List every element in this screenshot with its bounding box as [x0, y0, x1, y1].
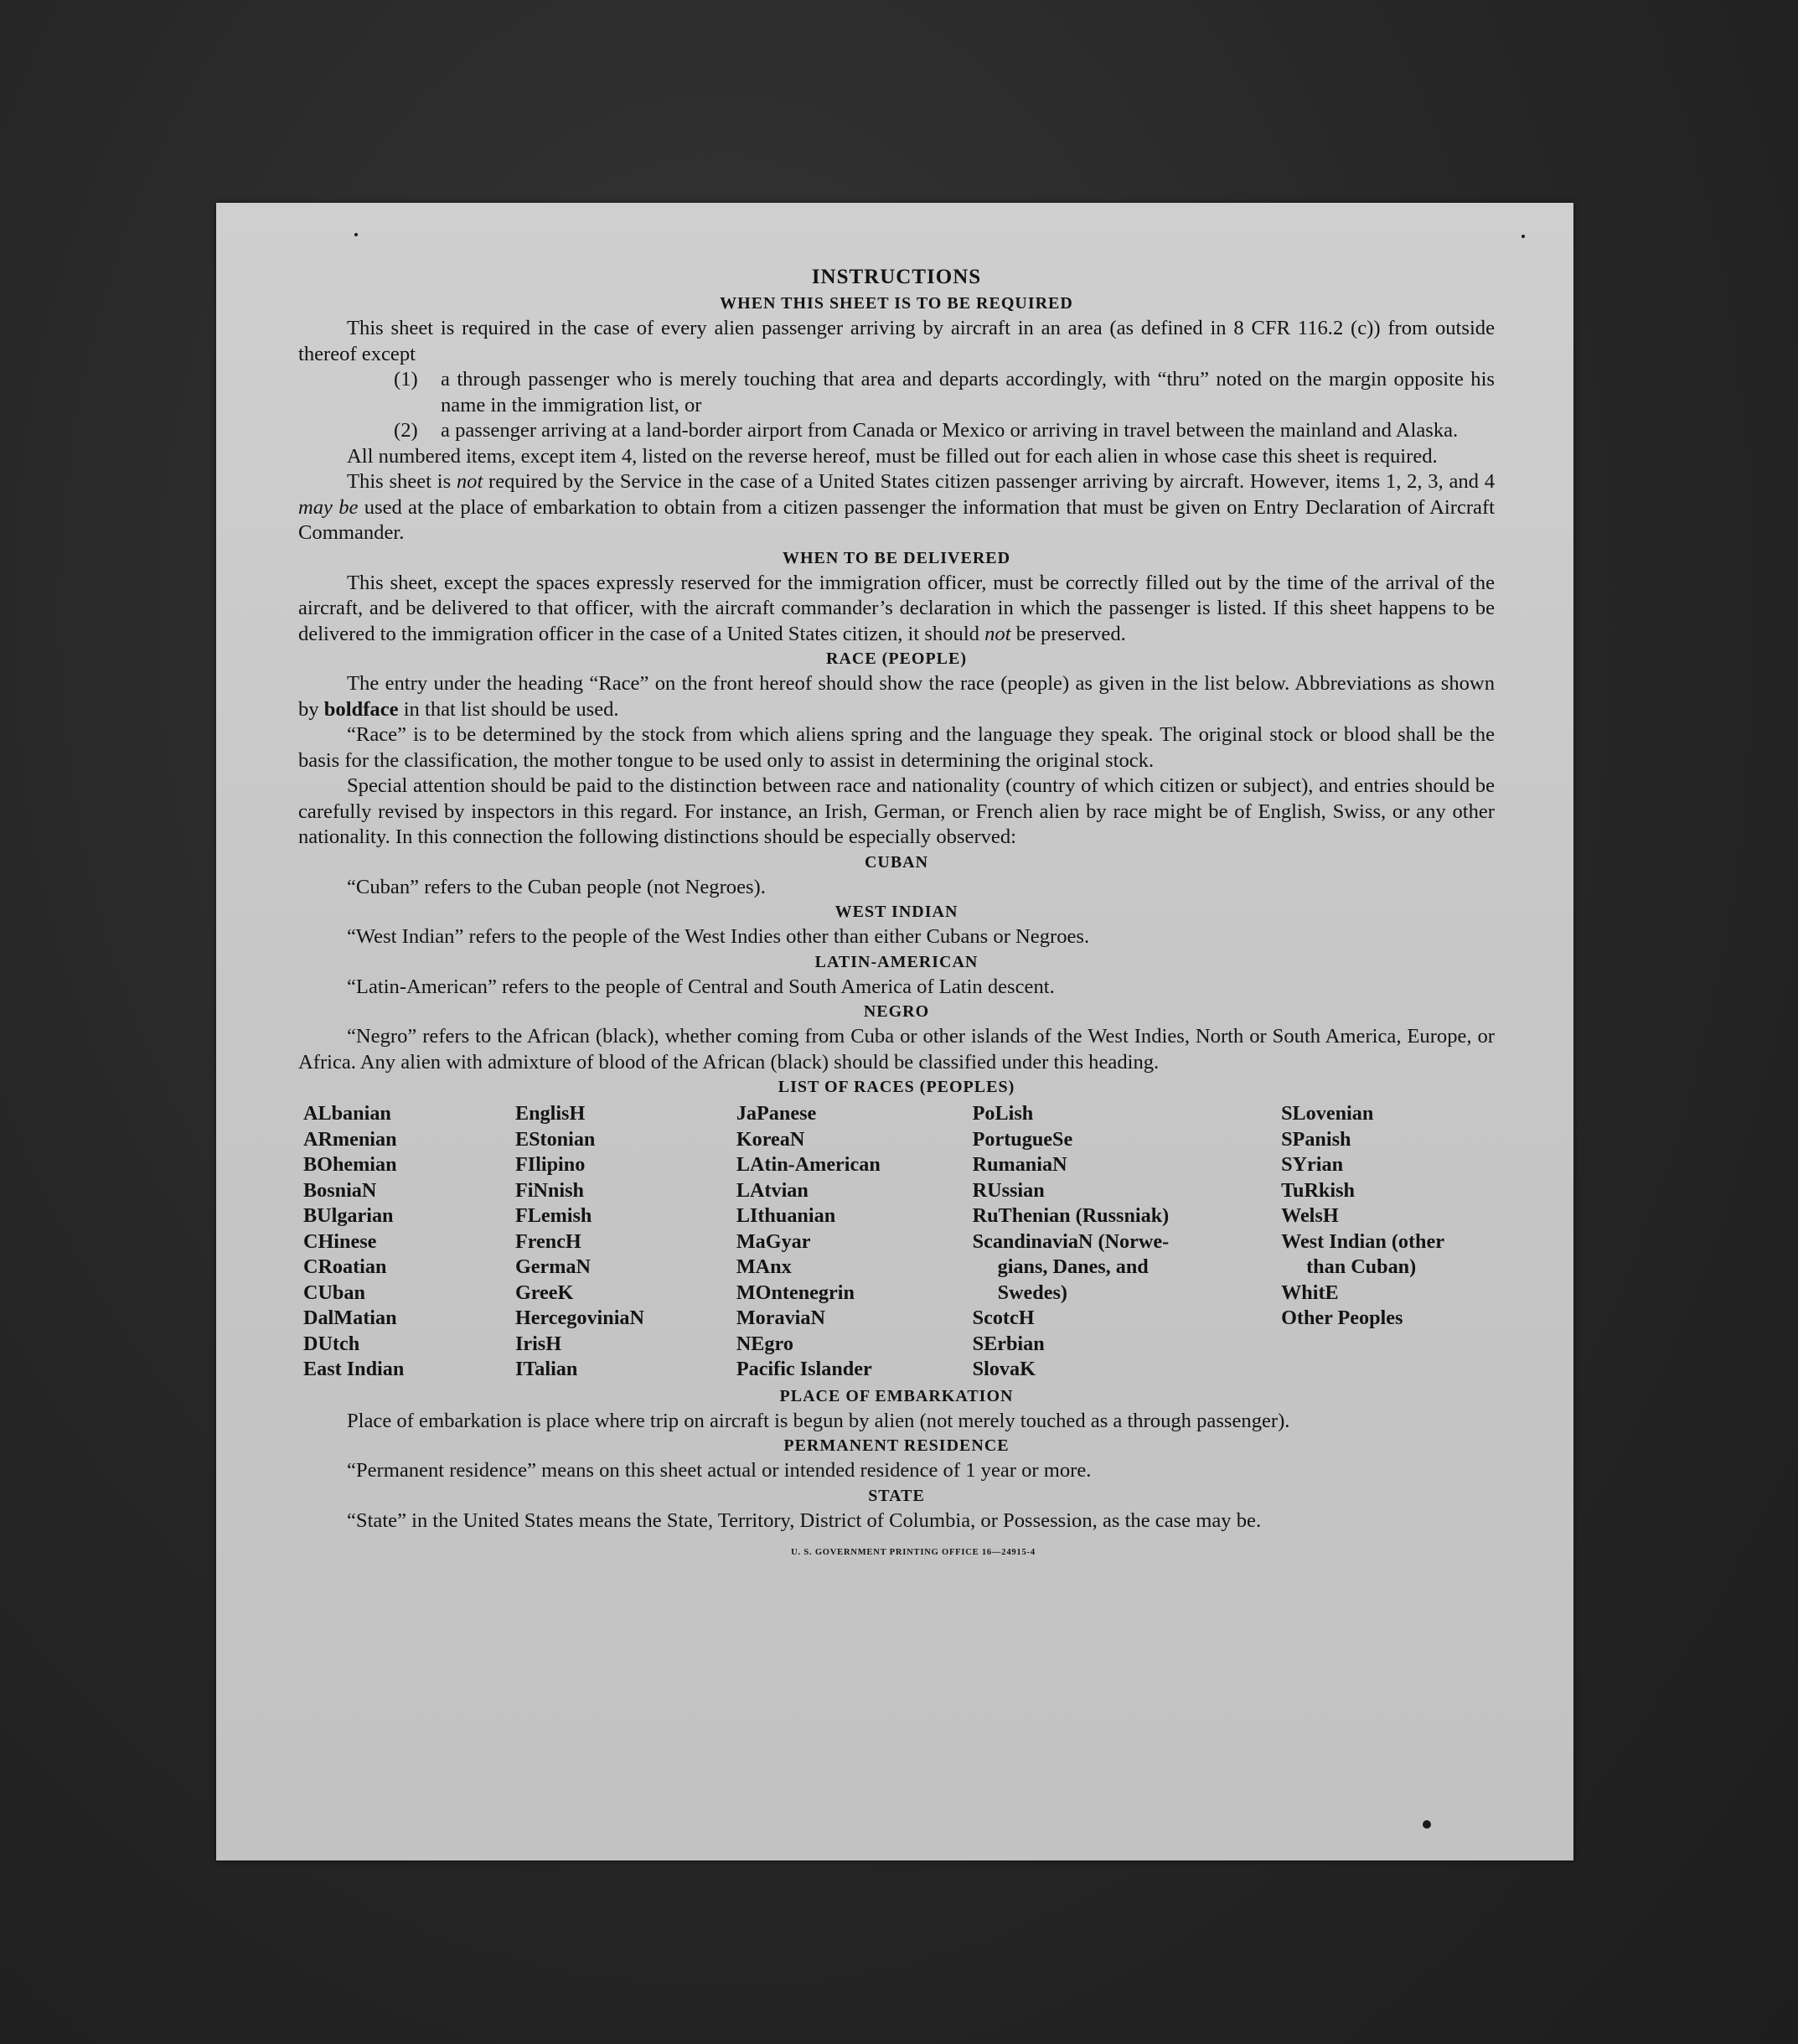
race-entry: East Indian	[303, 1358, 405, 1380]
races-column-2	[515, 1101, 736, 1383]
race-entry: FIlipino	[514, 1153, 586, 1176]
race-entry: SLovenian	[1281, 1102, 1374, 1125]
races-column-4	[973, 1101, 1281, 1383]
required-item-2	[298, 418, 1495, 444]
required-item-1	[298, 367, 1495, 418]
section-heading-west-indian: WEST INDIAN	[834, 903, 958, 921]
race-entry: SYrian	[1281, 1153, 1344, 1176]
race-entry: FiNnish	[514, 1178, 584, 1202]
section-heading-list-of-races: LIST OF RACES (PEOPLES)	[778, 1078, 1015, 1096]
race-entry: GermaN	[514, 1255, 591, 1278]
item-text: a passenger arriving at a land-border airport from Canada or Mexico or arriving in travel between the mainland and Alaska.	[441, 419, 1459, 442]
race-entry: NEgro	[736, 1332, 793, 1355]
race-entry: West Indian (other	[1281, 1229, 1444, 1253]
race-entry: BUlgarian	[303, 1204, 394, 1227]
race-entry-continued: gians, Danes, and	[997, 1255, 1149, 1278]
section-heading-state: STATE	[868, 1486, 925, 1505]
race-entry: FrencH	[514, 1229, 581, 1253]
race-entry: KoreaN	[736, 1127, 805, 1151]
race-entry: ALbanian	[303, 1102, 391, 1125]
race-entry: CRoatian	[303, 1255, 387, 1278]
race-entry: WhitE	[1281, 1281, 1339, 1304]
section-heading-required: WHEN THIS SHEET IS TO BE REQUIRED	[720, 294, 1073, 313]
instructions-content	[298, 263, 1495, 1566]
punch-mark	[1423, 1820, 1431, 1829]
west-indian-definition: “West Indian” refers to the people of the West Indies other than either Cubans or Negroes.	[347, 925, 1090, 948]
item-text: a through passenger who is merely touching that area and departs accordingly, with “thru” noted on the margin opposite his name in the immigration list, or	[441, 368, 1495, 417]
text-run: This sheet is	[347, 470, 457, 493]
race-entry: SPanish	[1281, 1127, 1351, 1151]
race-entry: ScotcH	[972, 1307, 1035, 1329]
race-entry: BosniaN	[303, 1178, 377, 1202]
text-run: in that list should be used.	[398, 697, 619, 721]
text-run: be preserved.	[1010, 622, 1126, 645]
section-heading-latin-american: LATIN-AMERICAN	[814, 952, 979, 971]
section-heading-delivered: WHEN TO BE DELIVERED	[782, 548, 1011, 567]
punch-mark	[1522, 235, 1525, 238]
section-heading-residence: PERMANENT RESIDENCE	[783, 1436, 1010, 1455]
page-title: INSTRUCTIONS	[811, 266, 982, 288]
italic-run: may be	[298, 495, 359, 519]
punch-mark	[354, 233, 358, 236]
text-run: The entry under the heading “Race” on the front hereof should show the race (people) as given in the list below. Abbreviations as shown by	[298, 672, 1495, 721]
required-paragraph-1: This sheet is required in the case of every alien passenger arriving by aircraft in an area (as defined in 8 CFR 116.2 (c)) from outside thereof except	[298, 317, 1495, 365]
race-entry: HercegoviniaN	[514, 1307, 644, 1329]
race-entry: SlovaK	[972, 1358, 1036, 1380]
state-definition: “State” in the United States means the State, Territory, District of Columbia, or Possession, as the case may be.	[347, 1508, 1262, 1532]
required-paragraph-3	[298, 469, 1495, 546]
races-list	[298, 1101, 1495, 1383]
race-entry: EnglisH	[514, 1102, 586, 1125]
race-entry: Pacific Islander	[736, 1358, 872, 1380]
bold-run: boldface	[323, 697, 399, 721]
residence-definition: “Permanent residence” means on this sheet actual or intended residence of 1 year or more.	[347, 1459, 1092, 1482]
race-entry: FLemish	[514, 1204, 592, 1227]
delivered-paragraph	[298, 571, 1495, 648]
text-run: This sheet, except the spaces expressly reserved for the immigration officer, must be correctly filled out by the time of the arrival of the aircraft, and be delivered to that officer, with the aircraft commander’s declaration in which the passenger is listed. If this sheet happens to be delivered to the immigration officer in the case of a United States citizen, it should	[298, 571, 1495, 645]
race-entry: JaPanese	[736, 1102, 817, 1125]
race-entry: BOhemian	[303, 1153, 397, 1176]
race-entry: Other Peoples	[1281, 1307, 1403, 1329]
text-run: used at the place of embarkation to obtain from a citizen passenger the information that must be given on Entry Declaration of Aircraft Commander.	[298, 495, 1495, 544]
race-paragraph-2: “Race” is to be determined by the stock from which aliens spring and the language they speak. The original stock or blood shall be the basis for the classification, the mother tongue to be used only to assist in determining the original stock.	[298, 723, 1495, 772]
race-entry: TuRkish	[1281, 1178, 1355, 1202]
race-entry: CHinese	[303, 1229, 377, 1253]
races-column-3	[736, 1101, 973, 1383]
race-entry: PortugueSe	[972, 1127, 1073, 1151]
section-heading-negro: NEGRO	[863, 1002, 930, 1021]
races-column-1	[298, 1101, 515, 1383]
race-entry: RumaniaN	[972, 1153, 1067, 1176]
italic-run: not	[456, 470, 483, 493]
race-entry: MAnx	[736, 1255, 792, 1278]
race-entry: RUssian	[972, 1178, 1045, 1202]
race-entry: RuThenian (Russniak)	[972, 1204, 1170, 1227]
text-run: required by the Service in the case of a United States citizen passenger arriving by aircraft. However, items 1, 2, 3, and 4	[483, 470, 1495, 493]
document-sheet	[216, 203, 1573, 1860]
required-paragraph-2: All numbered items, except item 4, listed on the reverse hereof, must be filled out for each alien in whose case this sheet is required.	[347, 444, 1438, 468]
latin-american-definition: “Latin-American” refers to the people of Central and South America of Latin descent.	[347, 975, 1055, 998]
negro-definition: “Negro” refers to the African (black), whether coming from Cuba or other islands of the West Indies, North or South America, Europe, or Africa. Any alien with admixture of blood of the African (black) should be classified under this heading.	[298, 1025, 1495, 1074]
race-paragraph-1	[298, 671, 1495, 722]
race-paragraph-3: Special attention should be paid to the distinction between race and nationality (country of which citizen or subject), and entries should be carefully revised by inspectors in this regard. For instance, an Irish, German, or French alien by race might be of English, Swiss, or any other nationality. In this connection the following distinctions should be especially observed:	[298, 774, 1495, 848]
race-entry: ITalian	[514, 1358, 578, 1380]
race-entry: DUtch	[303, 1332, 360, 1355]
race-entry: PoLish	[972, 1102, 1034, 1125]
race-entry-continued: Swedes)	[997, 1281, 1067, 1304]
race-entry: WelsH	[1281, 1204, 1339, 1227]
race-entry: MOntenegrin	[736, 1281, 855, 1304]
races-column-5	[1281, 1101, 1495, 1383]
race-entry: CUban	[303, 1281, 365, 1304]
race-entry: MoraviaN	[736, 1307, 825, 1329]
race-entry: ScandinaviaN (Norwe-	[972, 1229, 1170, 1253]
section-heading-embarkation: PLACE OF EMBARKATION	[779, 1386, 1014, 1405]
italic-run: not	[984, 622, 1011, 645]
race-entry: LAtin-American	[736, 1153, 881, 1176]
embarkation-definition: Place of embarkation is place where trip on aircraft is begun by alien (not merely touched as a through passenger).	[347, 1409, 1290, 1432]
item-number: (2)	[394, 419, 418, 442]
cuban-definition: “Cuban” refers to the Cuban people (not Negroes).	[347, 875, 766, 898]
race-entry: GreeK	[514, 1281, 574, 1304]
race-entry: ARmenian	[303, 1127, 397, 1151]
printer-imprint: U. S. GOVERNMENT PRINTING OFFICE 16—24915-4	[791, 1548, 1036, 1557]
section-heading-race: RACE (PEOPLE)	[826, 649, 967, 668]
race-entry: IrisH	[514, 1332, 562, 1355]
race-entry: LAtvian	[736, 1178, 809, 1202]
item-number: (1)	[394, 368, 418, 391]
race-entry: DalMatian	[303, 1307, 397, 1329]
race-entry: SErbian	[972, 1332, 1045, 1355]
race-entry: EStonian	[514, 1127, 596, 1151]
race-entry: LIthuanian	[736, 1204, 836, 1227]
race-entry-continued: than Cuban)	[1306, 1255, 1417, 1278]
section-heading-cuban: CUBAN	[864, 852, 929, 872]
race-entry: MaGyar	[736, 1229, 811, 1253]
